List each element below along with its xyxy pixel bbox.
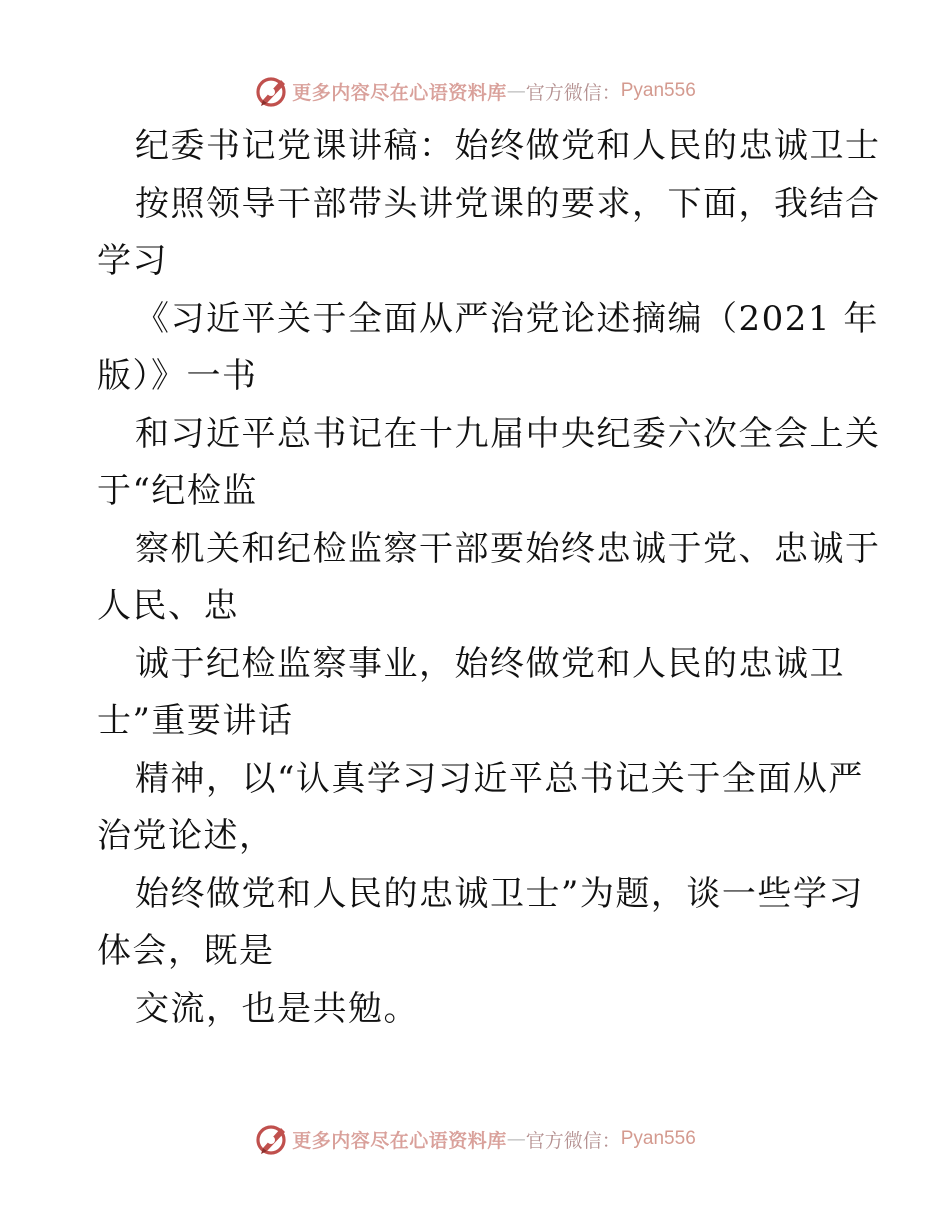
header-watermark-banner [0,71,950,111]
document-body [97,118,881,1038]
pen-logo-icon [254,73,290,109]
document-line: 始终做党和人民的忠诚卫士”为题，谈一些学习 [135,873,864,914]
document-line: 人民、忠 [97,586,239,626]
footer-wechat-label: 官方微信： [525,1129,621,1152]
header-wechat-id: Pyan556 [620,80,696,101]
pen-logo-icon [254,1121,290,1157]
document-line: 诚于纪检监察事业，始终做党和人民的忠诚卫 [135,643,845,684]
header-site-text: 更多内容尽在心语资料库 [292,81,507,104]
footer-watermark-banner [0,1119,950,1159]
document-line: 体会，既是 [97,931,275,971]
document-line: 于“纪检监 [97,471,258,511]
document-line: 交流，也是共勉。 [135,988,419,1029]
document-line: 精神，以“认真学习习近平总书记关于全面从严 [135,758,864,799]
footer-wechat-id: Pyan556 [620,1128,696,1149]
document-line: 士”重要讲话 [97,701,294,741]
footer-site-text: 更多内容尽在心语资料库 [292,1129,507,1152]
document-line: 治党论述， [97,816,275,856]
header-wechat-label: 官方微信： [525,81,621,104]
document-line: 按照领导干部带头讲党课的要求，下面，我结合 [135,183,881,224]
header-separator: — [506,80,526,102]
document-line: 和习近平总书记在十九届中央纪委六次全会上关 [135,413,881,454]
document-line: 学习 [97,241,168,281]
document-line: 版）》一书 [97,356,258,396]
document-title: 纪委书记党课讲稿：始终做党和人民的忠诚卫士 [135,126,881,166]
document-line: 察机关和纪检监察干部要始终忠诚于党、忠诚于 [135,528,881,569]
document-line: 《习近平关于全面从严治党论述摘编（2021 年 [135,298,879,339]
footer-separator: — [506,1128,526,1150]
